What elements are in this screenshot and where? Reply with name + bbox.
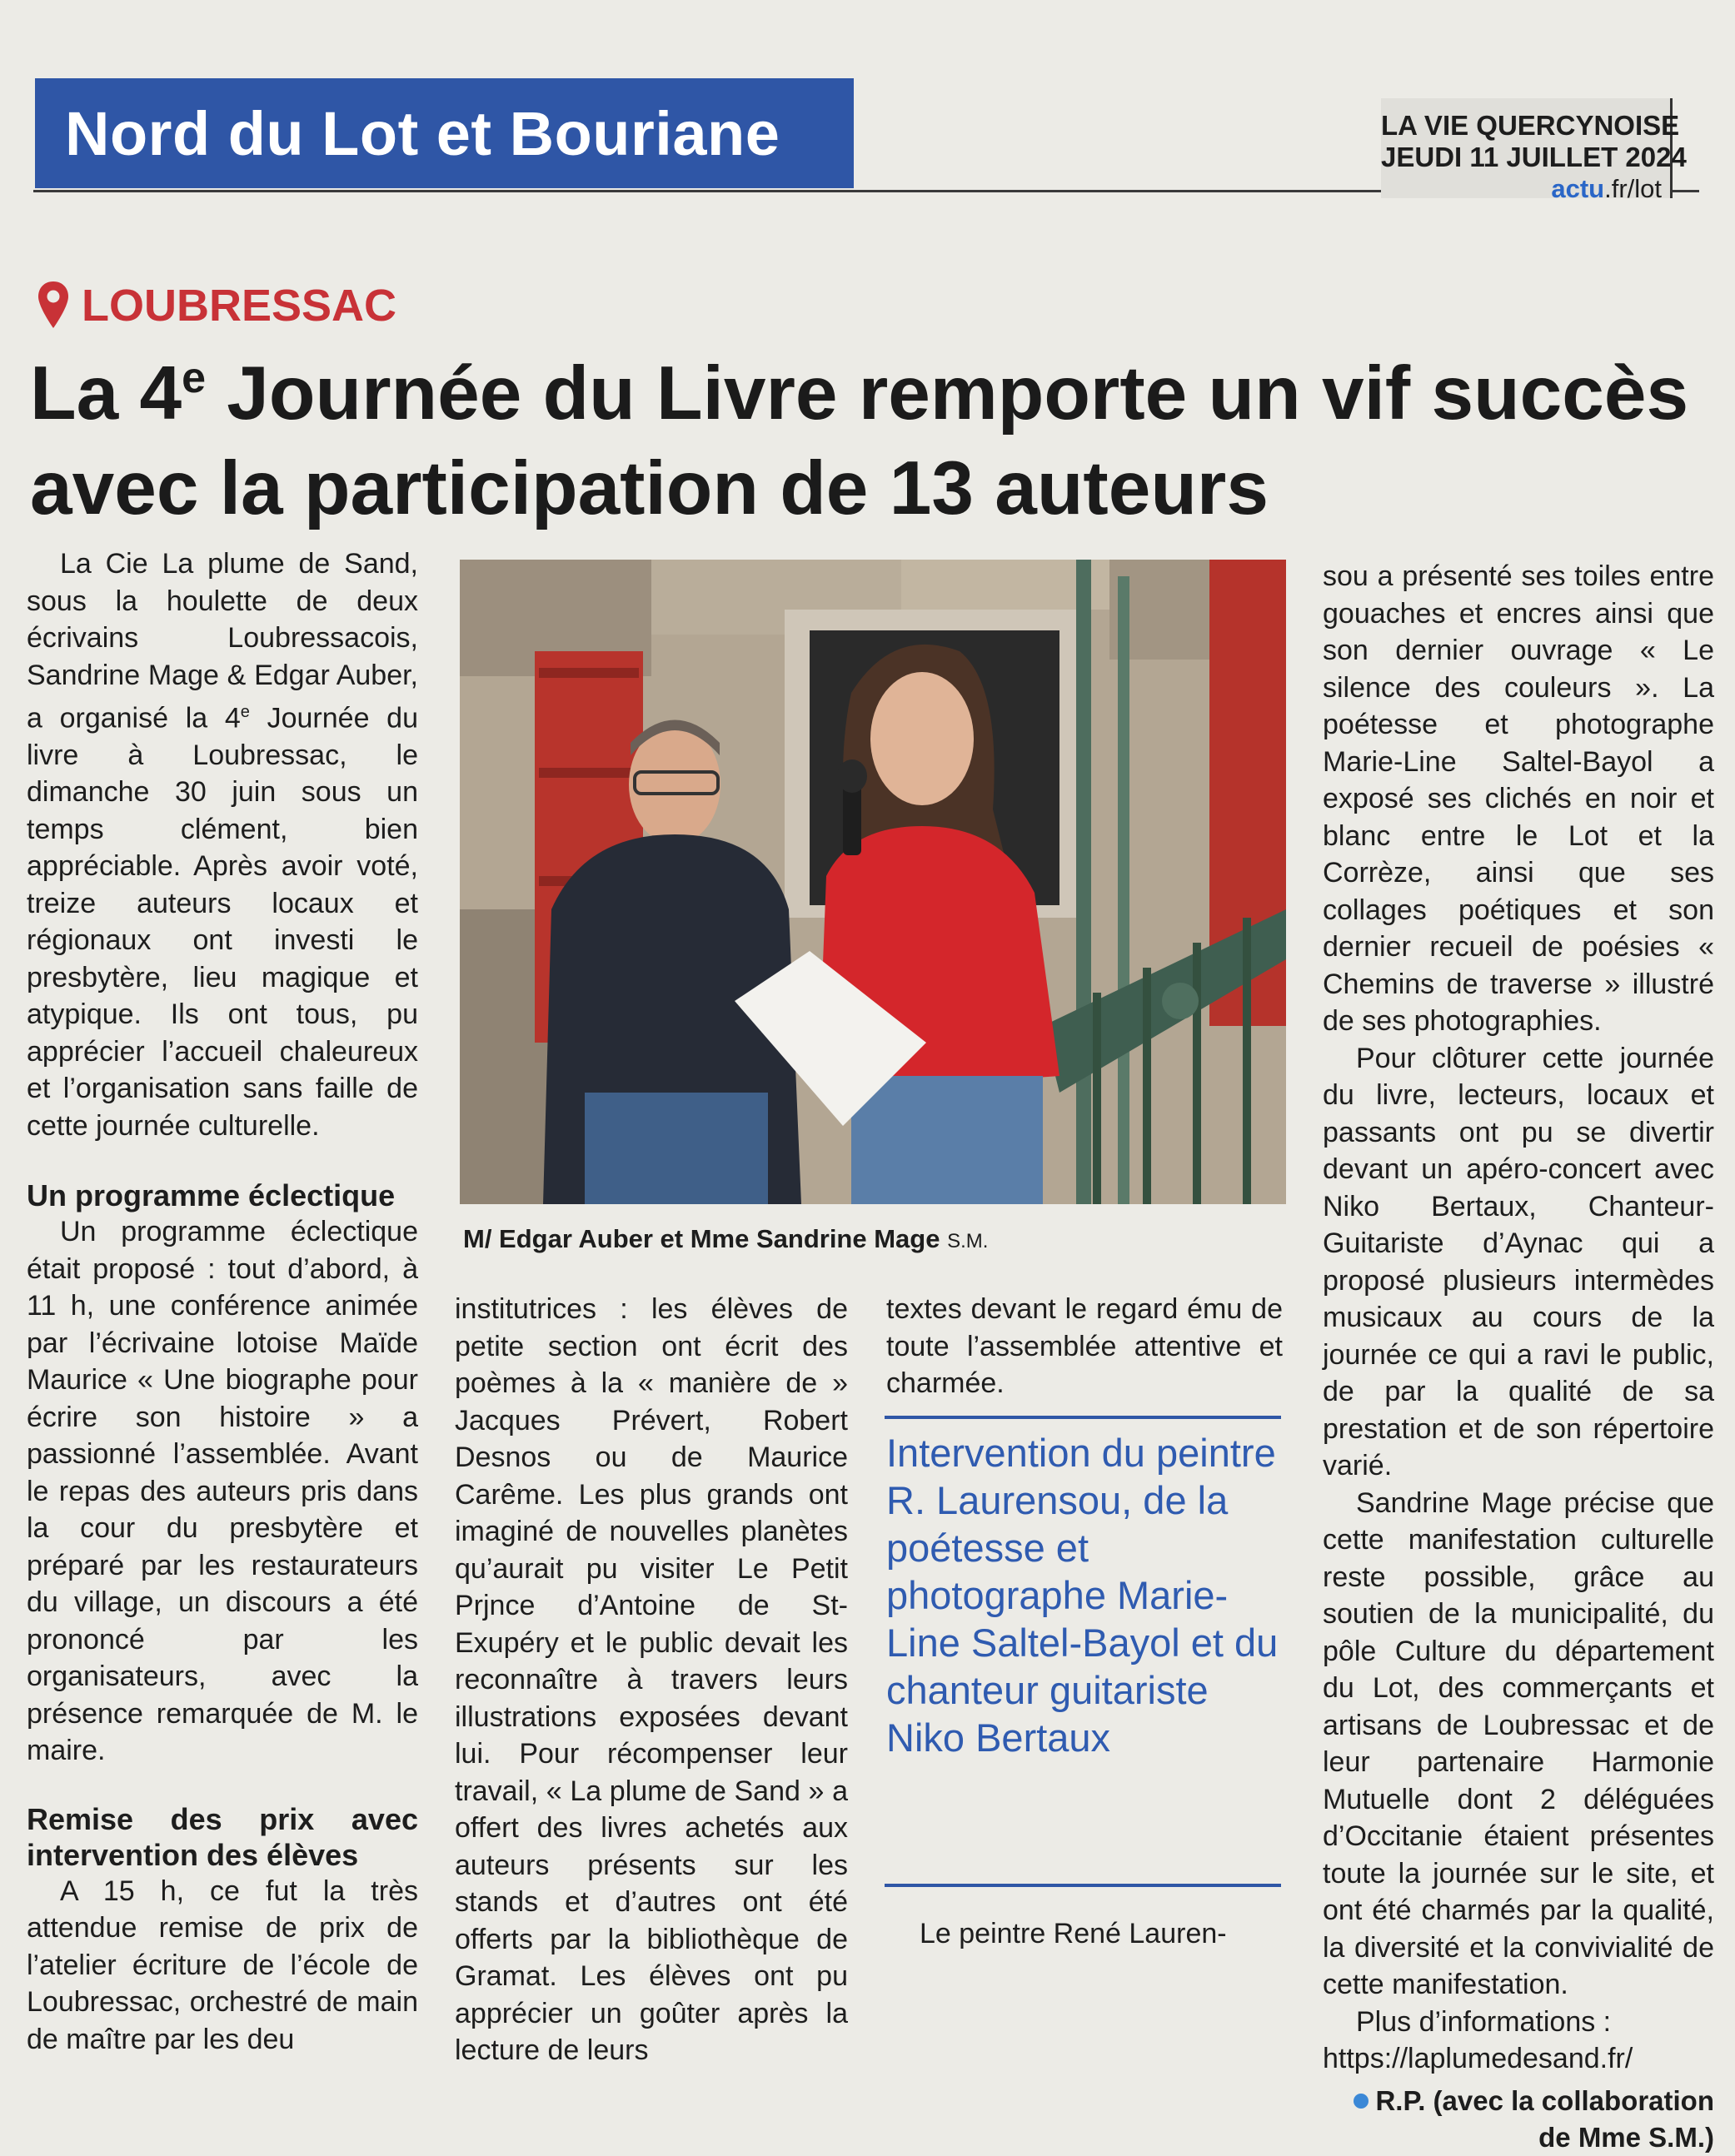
pullquote: Intervention du peintre R. Laurensou, de la poétesse et photographe Marie-Line Saltel-Bayol et du chanteur guitariste Niko Bertaux bbox=[886, 1431, 1279, 1760]
remise-paragraph-continued: institutrices : les élèves de petite section ont écrit des poèmes à la « manière de » Jacques Prévert, Robert Desnos ou de Maurice Carême. Les plus grands ont imaginé de nouvelles planètes qu’aurait pu visiter Le Petit Prjnce d’Antoine de St-Exupéry et le public devait les reconnaître à travers leurs illustrations exposées devant lui. Pour récompenser leur travail, « La plume de Sand » a offert des livres achetés aux auteurs présents sur les stands et d’autres ont été offerts par la bibliothèque de Gramat. Les élèves ont pu apprécier un goûter après la lecture de leurs bbox=[455, 1293, 848, 2066]
column-3-bottom bbox=[886, 1915, 1283, 1953]
signature: R.P. (avec la collaboration de Mme S.M.) bbox=[1323, 2083, 1714, 2156]
remise-paragraph-start: A 15 h, ce fut la très attendue remise de prix de l’atelier écriture de l’école de Loubressac, orchestré de main de maître par les deu bbox=[27, 1875, 418, 2055]
subhead-remise-des-prix: Remise des prix avec intervention des élèves bbox=[27, 1801, 418, 1872]
masthead bbox=[1381, 98, 1687, 203]
issue-date: JEUDI 11 JUILLET 2024 bbox=[1381, 142, 1687, 172]
location-tag bbox=[37, 276, 396, 335]
remise-paragraph-end: textes devant le regard ému de toute l’assemblée attentive et charmée. bbox=[886, 1293, 1283, 1399]
pullquote-rule-top bbox=[885, 1416, 1281, 1419]
section-banner bbox=[35, 78, 854, 188]
subhead-programme: Un programme éclectique bbox=[27, 1178, 396, 1213]
column-3 bbox=[886, 1291, 1283, 1402]
peintre-paragraph-start: Le peintre René Lauren- bbox=[920, 1918, 1227, 1949]
photo-caption: M/ Edgar Auber et Mme Sandrine Mage S.M. bbox=[463, 1224, 989, 1253]
location-name: LOUBRESSAC bbox=[82, 281, 397, 331]
section-title: Nord du Lot et Bouriane bbox=[65, 98, 780, 168]
headline: La 4e Journée du Livre remporte un vif succès avec la participation de 13 auteurs bbox=[30, 351, 1689, 530]
pullquote-rule-bottom bbox=[885, 1884, 1281, 1887]
site-rest: .fr/lot bbox=[1604, 174, 1662, 203]
column-4 bbox=[1323, 558, 1714, 2156]
more-info-link[interactable]: Plus d’informations : https://laplumedesand.fr/ bbox=[1323, 2005, 1633, 2074]
column-1 bbox=[27, 545, 418, 2058]
site-brand: actu bbox=[1551, 174, 1605, 203]
location-pin-icon bbox=[37, 280, 70, 331]
column-2 bbox=[455, 1291, 848, 2069]
bullet-dot-icon bbox=[1354, 2094, 1369, 2109]
intro-paragraph: La Cie La plume de Sand, sous la houlette de deux écrivains Loubressacois, Sandrine Mage & Edgar Auber, a organisé la 4e Journée du livre à Loubressac, le dimanche 30 juin sous un temps clément, bien appréciable. Après avoir voté, treize auteurs locaux et régionaux ont investi le presbytère, lieu magique et atypique. Ils ont tous, pu apprécier l’accueil chaleureux et l’organisation sans faille de cette journée culturelle. bbox=[27, 548, 418, 1142]
paper-name: LA VIE QUERCYNOISE bbox=[1381, 110, 1680, 141]
site-link[interactable] bbox=[1381, 173, 1662, 205]
peintre-paragraph-continued: sou a présenté ses toiles entre gouaches et encres ainsi que son dernier ouvrage « Le silence des couleurs ». La poétesse et photographe Marie-Line Saltel-Bayol a exposé ses clichés en noir et blanc entre le Lot et la Corrèze, ainsi que ses collages poétiques et son dernier recueil de poésies « Chemins de traverse » illustré de ses photographies. bbox=[1323, 560, 1714, 1037]
article-photo bbox=[460, 560, 1286, 1204]
photo-credit: S.M. bbox=[947, 1230, 989, 1252]
photo-illustration bbox=[460, 560, 1286, 1204]
programme-paragraph: Un programme éclectique était proposé : tout d’abord, à 11 h, une conférence animée par l’écrivaine lotoise Maïde Maurice « Une biographe pour écrire son histoire » a passionné l’assemblée. Avant le repas des auteurs pris dans la cour du presbytère et préparé par les restaurateurs du village, un discours a été prononcé par les organisateurs, avec la présence remarquée de M. le maire. bbox=[27, 1216, 418, 1767]
soutien-paragraph: Sandrine Mage précise que cette manifestation culturelle reste possible, grâce au soutien de la municipalité, du pôle Culture du département du Lot, des commerçants et artisans de Loubressac et de leur partenaire Harmonie Mutuelle dont 2 déléguées d’Occitanie étaient présentes toute la journée sur le site, et ont été charmés par la qualité, la diversité et la convivialité de cette manifestation. bbox=[1323, 1486, 1714, 2000]
cloture-paragraph: Pour clôturer cette journée du livre, lecteurs, locaux et passants ont pu se divertir devant un apéro-concert avec Niko Bertaux, Chanteur-Guitariste d’Aynac qui a proposé plusieurs intermèdes musicaux au cours de la journée ce qui a ravi le public, de par la qualité de sa prestation et de son répertoire varié. bbox=[1323, 1042, 1714, 1481]
